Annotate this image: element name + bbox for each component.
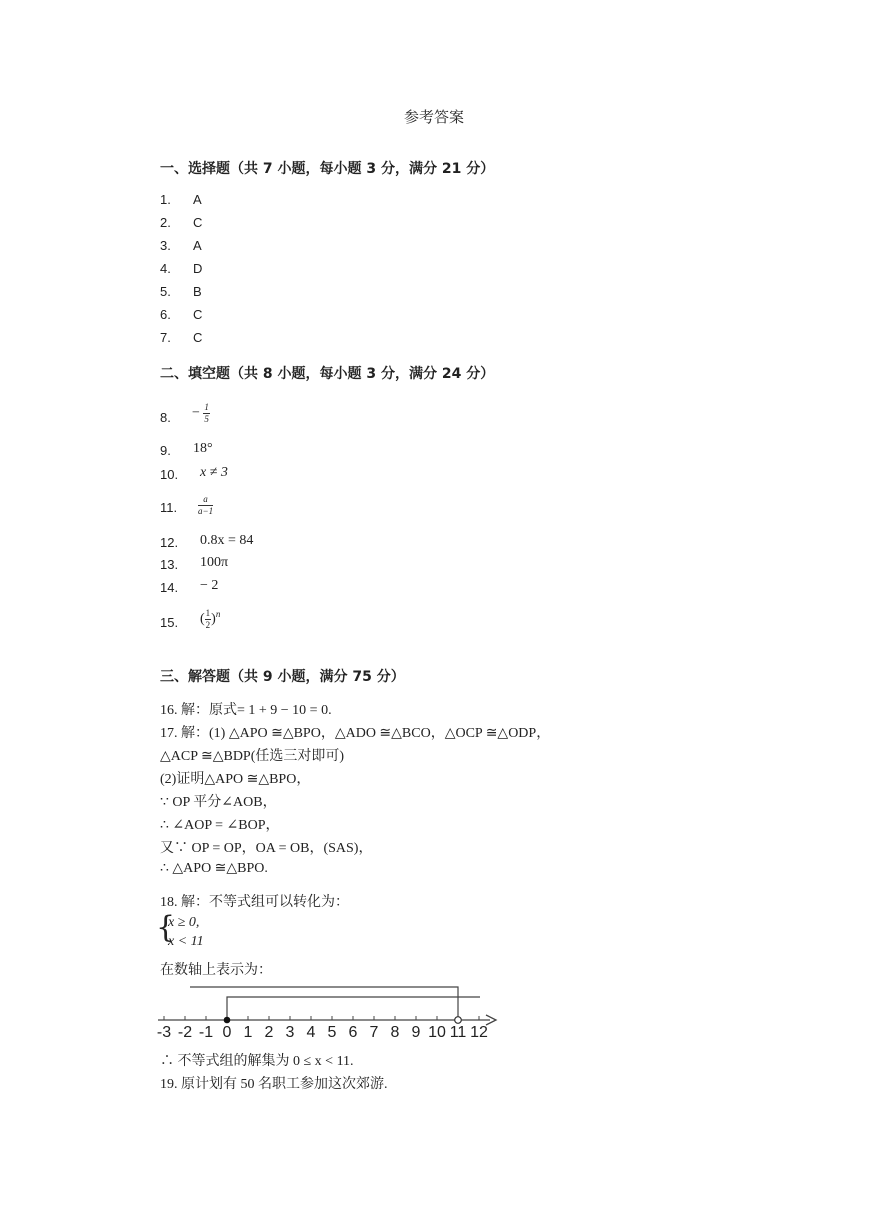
q18-line-3: ∴ 不等式组的解集为 0 ≤ x < 11.: [160, 1054, 354, 1069]
q3-answer: A: [193, 238, 202, 253]
tick-label--3: -3: [156, 1024, 172, 1041]
tick-label--2: -2: [177, 1024, 193, 1041]
q17-line-3: (2)证明△APO ≅△BPO，: [160, 772, 311, 787]
q15-number: 15.: [160, 615, 179, 630]
q11-answer: [198, 494, 213, 517]
q18-system-line-2: x < 11: [168, 934, 204, 949]
q12-answer: 0.8x = 84: [200, 533, 254, 548]
q2-answer: C: [193, 215, 203, 230]
q18-system-brace: {: [156, 910, 176, 945]
q5-number: 5.: [160, 284, 171, 299]
q15-exponent: n: [215, 609, 221, 620]
q18-line-1: 18. 解：不等式组可以转化为：: [160, 895, 349, 910]
tick-label-12: 12: [470, 1024, 488, 1041]
tick-label-4: 4: [306, 1024, 316, 1041]
q9-number: 9.: [160, 443, 171, 458]
q8-number: 8.: [160, 410, 171, 425]
q13-answer: 100π: [200, 555, 229, 570]
q4-answer: D: [193, 261, 203, 276]
q15-answer: [200, 608, 220, 631]
q11-denominator: a−1: [198, 506, 214, 516]
q17-line-5: ∴ ∠AOP = ∠BOP，: [160, 818, 280, 833]
tick-label-6: 6: [348, 1024, 358, 1041]
q14-answer: − 2: [200, 578, 219, 593]
tick-label-7: 7: [369, 1024, 379, 1041]
q17-line-2: △ACP ≅△BDP(任选三对即可): [160, 749, 345, 764]
q17-line-6: 又∵ OP = OP，OA = OB，(SAS)，: [160, 841, 373, 856]
tick-label-8: 8: [390, 1024, 400, 1041]
q17-line-7: ∴ △APO ≅△BPO.: [160, 861, 268, 876]
tick-label-2: 2: [264, 1024, 274, 1041]
open-point-11: [455, 1017, 462, 1024]
q7-answer: C: [193, 330, 203, 345]
number-line: [150, 980, 510, 1048]
solution-ray-x-lt-11: [190, 987, 458, 1020]
tick-label-11: 11: [449, 1024, 467, 1041]
section-3-heading: 三、解答题（共 9 小题，满分 75 分）: [160, 669, 405, 685]
q8-sign: −: [192, 405, 200, 421]
q11-number: 11.: [160, 500, 178, 515]
q17-line-4: ∵ OP 平分∠AOB，: [160, 795, 277, 810]
q16-solution: 16. 解：原式= 1 + 9 − 10 = 0.: [160, 703, 332, 718]
q11-numerator: a: [198, 494, 213, 506]
q15-close-paren: ): [211, 611, 216, 627]
q8-answer: [192, 402, 210, 425]
q18-system-line-1: x ≥ 0,: [168, 915, 200, 930]
page-title: 参考答案: [404, 108, 465, 126]
q10-number: 10.: [160, 467, 179, 482]
q17-line-1: 17. 解：(1) △APO ≅△BPO，△ADO ≅△BCO，△OCP ≅△ODP，: [160, 726, 551, 741]
tick-label-10: 10: [428, 1024, 446, 1041]
closed-point-0: [224, 1017, 231, 1024]
q6-number: 6.: [160, 307, 171, 322]
q18-line-2: 在数轴上表示为：: [160, 963, 272, 978]
tick-label-0: 0: [222, 1024, 232, 1041]
q5-answer: B: [193, 284, 202, 299]
q4-number: 4.: [160, 261, 171, 276]
q7-number: 7.: [160, 330, 171, 345]
tick-label-5: 5: [327, 1024, 337, 1041]
q3-number: 3.: [160, 238, 171, 253]
q11-fraction: [198, 494, 213, 517]
q15-numerator: 1: [205, 608, 211, 618]
q14-number: 14.: [160, 580, 179, 595]
q8-denominator: 5: [204, 414, 209, 424]
tick-label-1: 1: [243, 1024, 253, 1041]
q15-denominator: 2: [205, 620, 211, 630]
q8-fraction: [203, 402, 210, 425]
q1-answer: A: [193, 192, 202, 207]
tick-label-3: 3: [285, 1024, 295, 1041]
q19-solution: 19. 原计划有 50 名职工参加这次郊游.: [160, 1077, 388, 1092]
q13-number: 13.: [160, 557, 179, 572]
q2-number: 2.: [160, 215, 171, 230]
q12-number: 12.: [160, 535, 179, 550]
q8-numerator: 1: [204, 402, 209, 412]
tick-label--1: -1: [198, 1024, 214, 1041]
q6-answer: C: [193, 307, 203, 322]
q9-answer: 18°: [193, 441, 213, 456]
q1-number: 1.: [160, 192, 171, 207]
q15-open-paren: (: [200, 611, 205, 627]
q10-answer: x ≠ 3: [200, 465, 228, 480]
section-2-heading: 二、填空题（共 8 小题，每小题 3 分，满分 24 分）: [160, 366, 495, 382]
section-1-heading: 一、选择题（共 7 小题，每小题 3 分，满分 21 分）: [160, 161, 495, 177]
tick-label-9: 9: [411, 1024, 421, 1041]
